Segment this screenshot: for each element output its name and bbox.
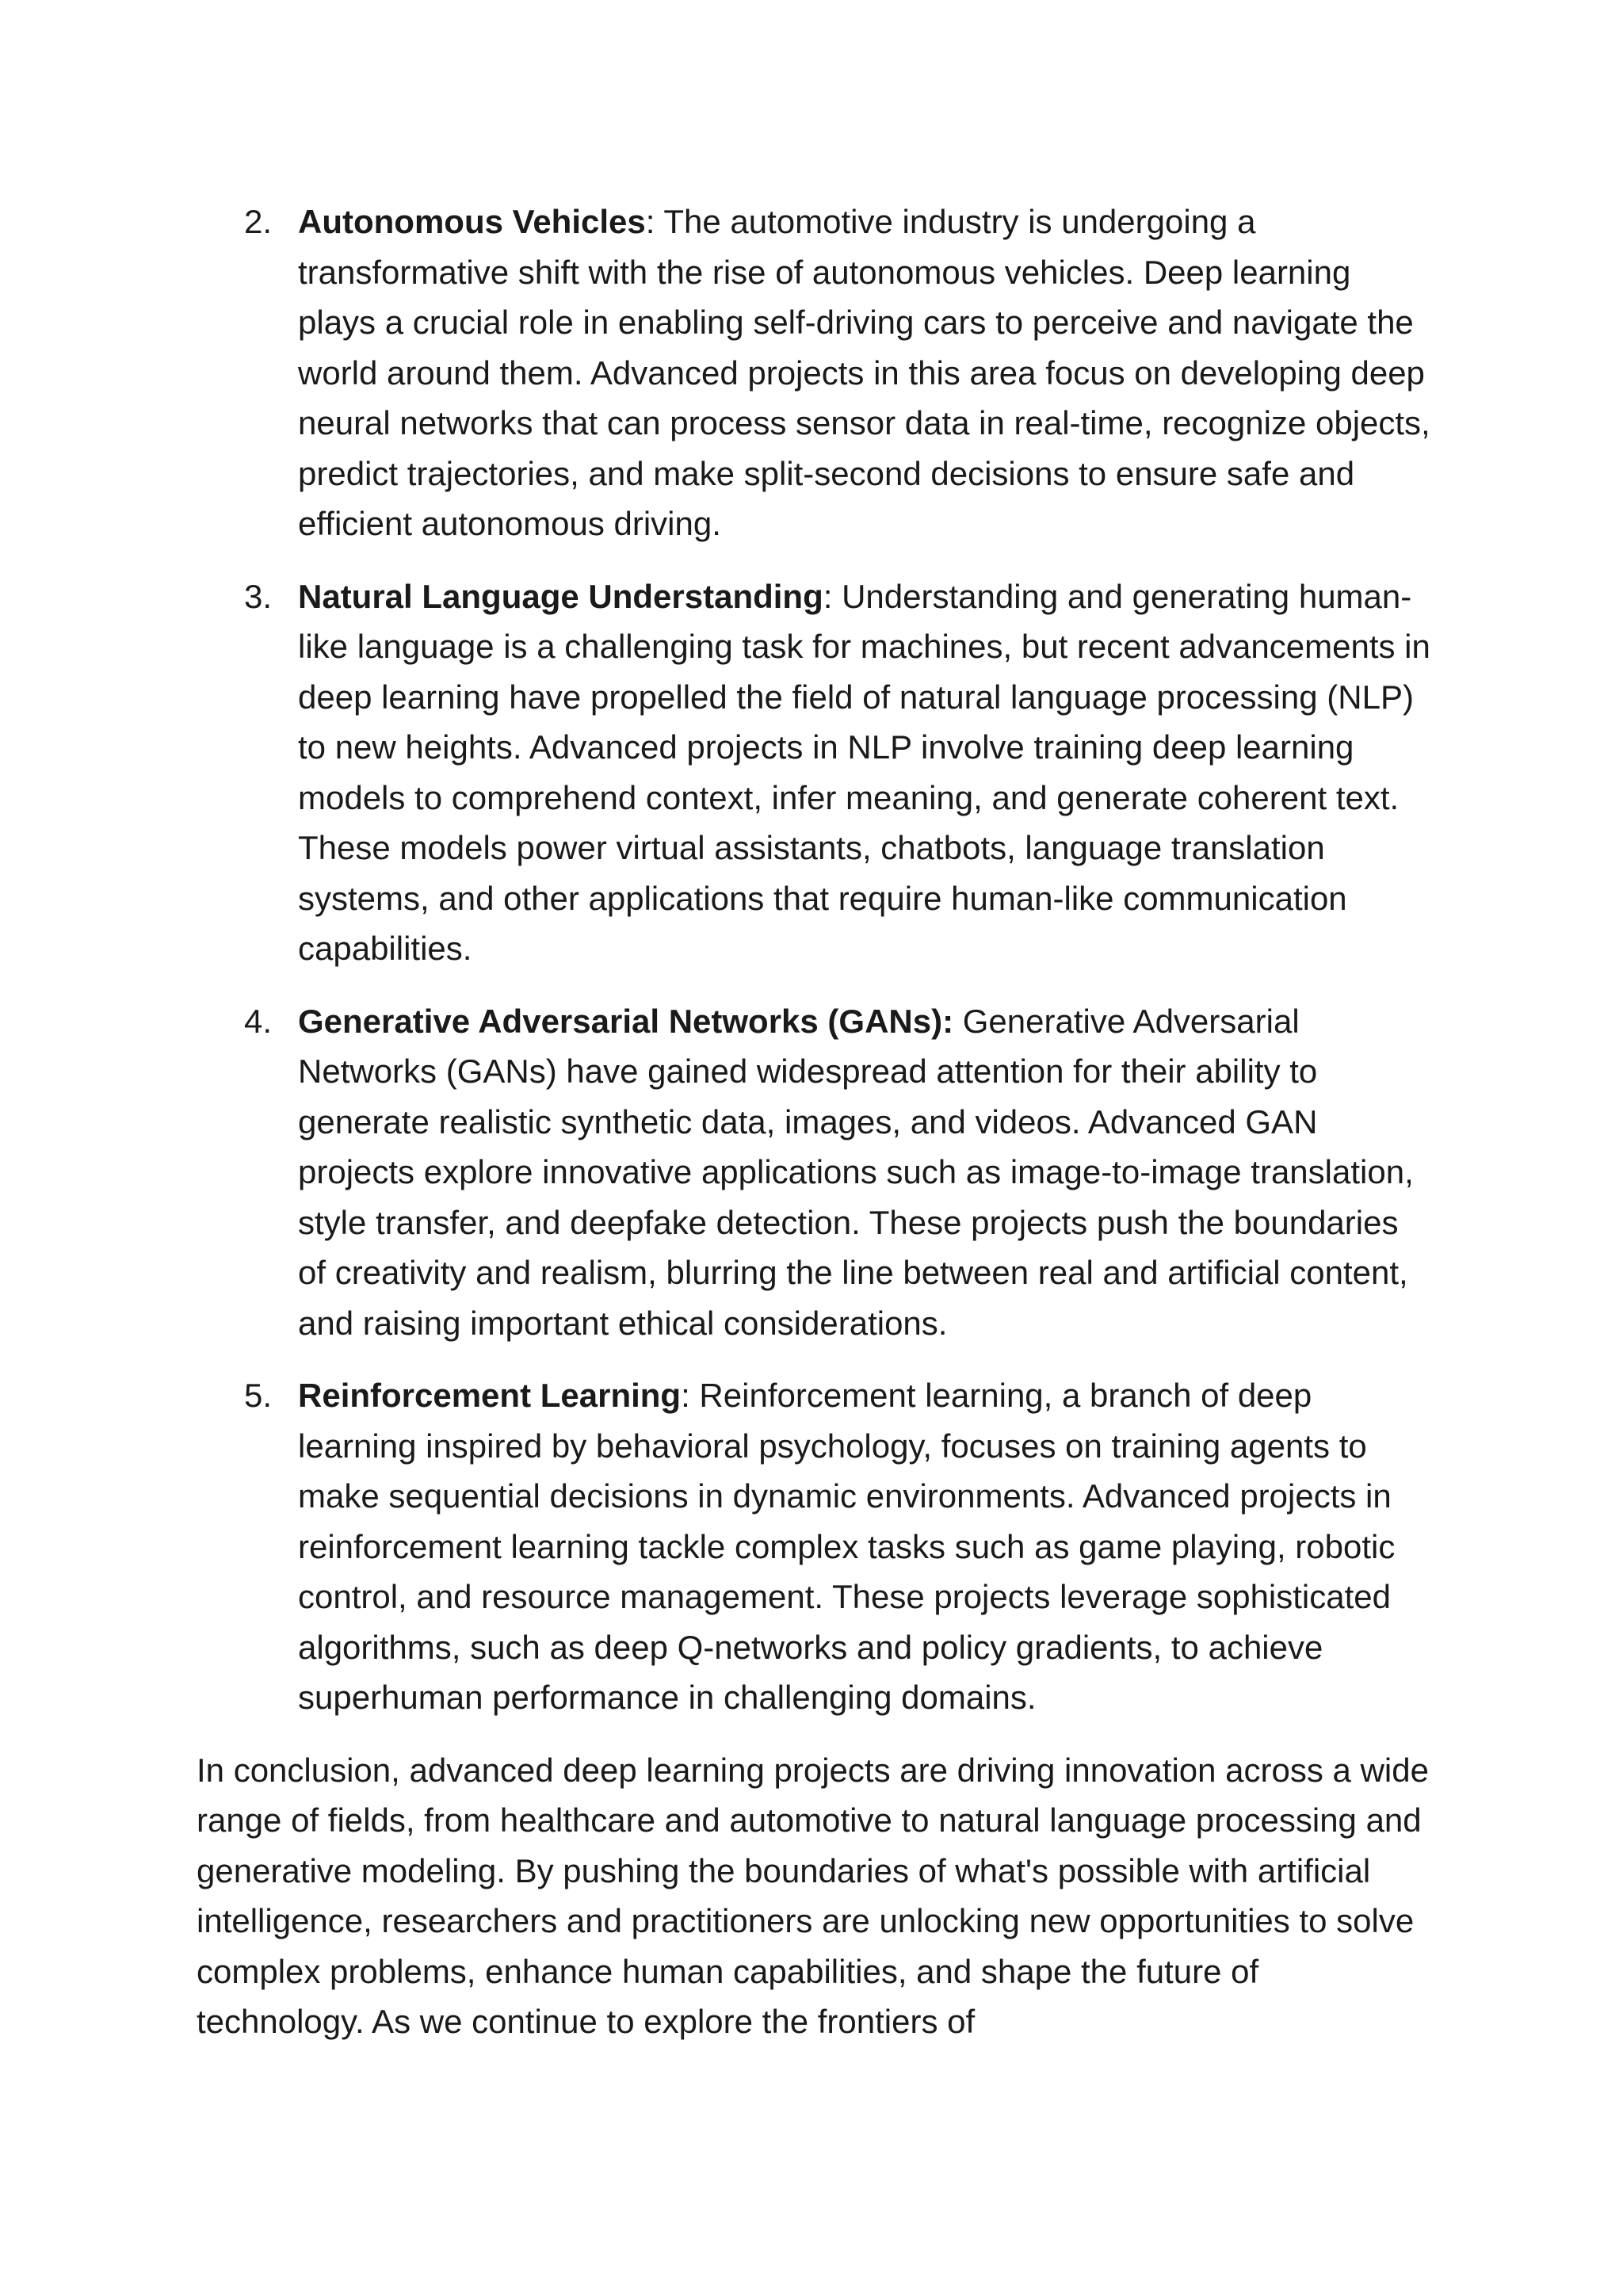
page-content [197, 197, 1433, 2047]
list-item-number: 2. [244, 203, 273, 240]
list-item-autonomous-vehicles [197, 197, 1433, 549]
list-item-number: 4. [244, 1002, 273, 1040]
list-item-number: 5. [244, 1377, 273, 1414]
list-item-natural-language-understanding [197, 571, 1433, 974]
list-item-reinforcement-learning [197, 1370, 1433, 1723]
numbered-list [197, 197, 1433, 1723]
term-separator: : [823, 577, 833, 615]
list-item-text: Understanding and generating human-like language is a challenging task for machines, but recent advancements in deep learning have propelled the field of natural language processing (NLP) to new heights. Advanced projects in NLP involve training deep learning models to comprehend context, infer meaning, and generate coherent text. These models power virtual assistants, chatbots, language translation systems, and other applications that require human-like communication capabilities. [298, 577, 1430, 967]
term-separator: : [645, 203, 655, 240]
list-item-gans [197, 996, 1433, 1349]
list-item-text: Generative Adversarial Networks (GANs) have gained widespread attention for their ability to generate realistic synthetic data, images, and videos. Advanced GAN projects explore innovative applications such as image-to-image translation, style transfer, and deepfake detection. These projects push the boundaries of creativity and realism, blurring the line between real and artificial content, and raising important ethical considerations. [298, 1002, 1414, 1342]
list-item-number: 3. [244, 577, 273, 615]
list-item-term: Generative Adversarial Networks (GANs): [298, 1002, 954, 1040]
list-item-text: Reinforcement learning, a branch of deep learning inspired by behavioral psychology, focuses on training agents to make sequential decisions in dynamic environments. Advanced projects in reinforcement learning tackle complex tasks such as game playing, robotic control, and resource management. These projects leverage sophisticated algorithms, such as deep Q-networks and policy gradients, to achieve superhuman performance in challenging domains. [298, 1377, 1396, 1716]
term-separator: : [681, 1377, 690, 1414]
list-item-text: The automotive industry is undergoing a transformative shift with the rise of autonomous vehicles. Deep learning plays a crucial role in enabling self-driving cars to perceive and navigate the world around them. Advanced projects in this area focus on developing deep neural networks that can process sensor data in real-time, recognize objects, predict trajectories, and make split-second decisions to ensure safe and efficient autonomous driving. [298, 203, 1430, 542]
conclusion-paragraph: In conclusion, advanced deep learning projects are driving innovation across a wide range of fields, from healthcare and automotive to natural language processing and generative modeling. By pushing the boundaries of what's possible with artificial intelligence, researchers and practitioners are unlocking new opportunities to solve complex problems, enhance human capabilities, and shape the future of technology. As we continue to explore the frontiers of [197, 1751, 1429, 2040]
list-item-term: Reinforcement Learning [298, 1377, 682, 1414]
list-item-term: Natural Language Understanding [298, 577, 823, 615]
list-item-term: Autonomous Vehicles [298, 203, 646, 240]
